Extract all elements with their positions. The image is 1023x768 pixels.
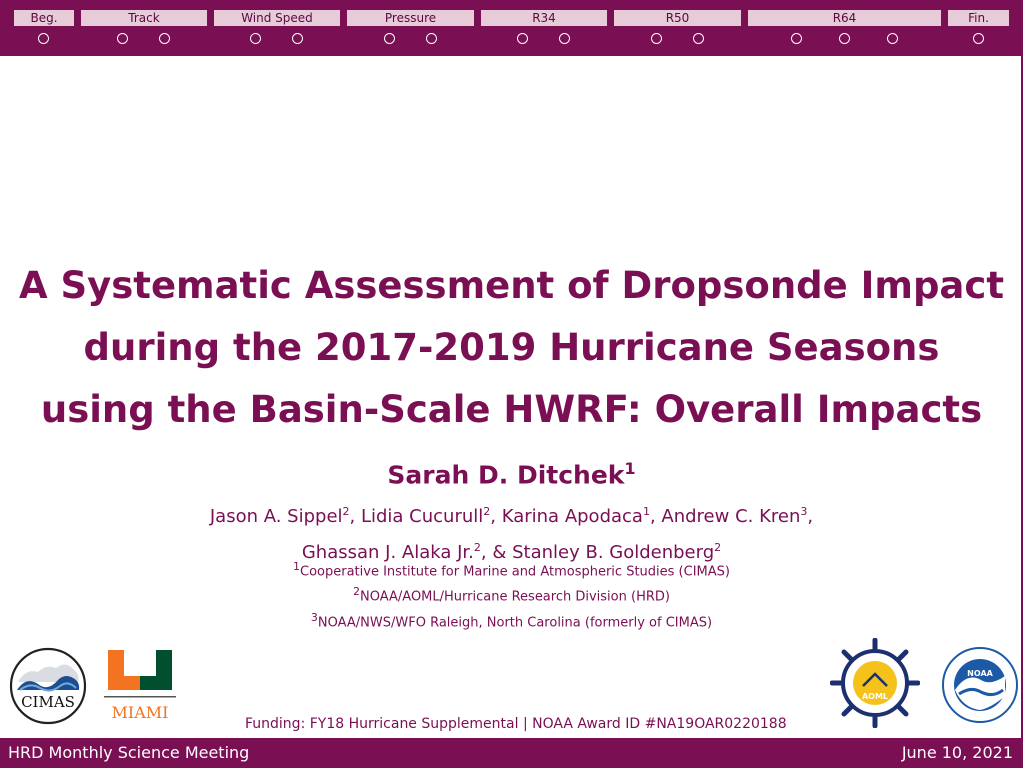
nav-dot-pressure-1[interactable]: [384, 33, 395, 44]
coauthor-name: Andrew C. Kren: [661, 506, 801, 527]
coauthor-name: Lidia Cucurull: [360, 506, 484, 527]
nav-dot-wind-2[interactable]: [292, 33, 303, 44]
affiliation-text: NOAA/AOML/Hurricane Research Division (HRD): [360, 589, 670, 605]
tab-finish[interactable]: Fin.: [948, 10, 1009, 26]
cimas-logo: [8, 646, 88, 726]
tab-track[interactable]: Track: [81, 10, 207, 26]
presenter-affiliation-marker: 1: [624, 459, 636, 478]
affiliation-marker: 1: [642, 505, 650, 518]
aoml-logo: [830, 638, 920, 728]
separator: , &: [480, 542, 513, 563]
affiliation-marker: 2: [473, 541, 481, 554]
noaa-logo-text: NOAA: [967, 669, 993, 678]
nav-dot-r50-2[interactable]: [693, 33, 704, 44]
title-line-3: using the Basin-Scale HWRF: Overall Impacts: [40, 388, 983, 431]
affiliation-1: [0, 557, 1023, 582]
noaa-logo: [941, 646, 1019, 724]
tab-r64[interactable]: R64: [748, 10, 941, 26]
separator: ,: [649, 506, 662, 527]
affiliation-marker: 2: [714, 541, 722, 554]
affiliation-list: [0, 557, 1023, 633]
nav-dot-pressure-2[interactable]: [426, 33, 437, 44]
tab-wind-speed[interactable]: Wind Speed: [214, 10, 340, 26]
nav-dot-r64-3[interactable]: [887, 33, 898, 44]
aoml-logo-text: AOML: [861, 692, 889, 701]
nav-dot-r34-2[interactable]: [559, 33, 570, 44]
miami-logo-text: MIAMI: [111, 703, 169, 722]
affiliation-marker: 2: [342, 505, 350, 518]
nav-dot-track-1[interactable]: [117, 33, 128, 44]
nav-dot-beg[interactable]: [38, 33, 49, 44]
tab-r34[interactable]: R34: [481, 10, 607, 26]
affiliation-3: [0, 608, 1023, 633]
affiliation-marker: 3: [800, 505, 808, 518]
nav-dot-fin[interactable]: [973, 33, 984, 44]
nav-dot-r34-1[interactable]: [517, 33, 528, 44]
separator: ,: [807, 506, 814, 527]
miami-logo: [100, 646, 180, 726]
tab-pressure[interactable]: Pressure: [347, 10, 474, 26]
title-line-1: A Systematic Assessment of Dropsonde Impact: [18, 264, 1005, 307]
nav-dot-track-2[interactable]: [159, 33, 170, 44]
slide-title: [0, 255, 1023, 441]
coauthor-name: Karina Apodaca: [501, 506, 643, 527]
affiliation-number: 2: [353, 585, 361, 599]
nav-dot-r64-2[interactable]: [839, 33, 850, 44]
separator: ,: [349, 506, 361, 527]
nav-dot-r50-1[interactable]: [651, 33, 662, 44]
affiliation-marker: 2: [483, 505, 491, 518]
affiliation-text: Cooperative Institute for Marine and Atmospheric Studies (CIMAS): [300, 564, 730, 580]
tab-beginning[interactable]: Beg.: [14, 10, 74, 26]
nav-dot-wind-1[interactable]: [250, 33, 261, 44]
affiliation-number: 3: [310, 610, 318, 624]
coauthor-name: Jason A. Sippel: [209, 506, 343, 527]
affiliation-number: 1: [293, 560, 301, 573]
coauthor-line-1: [0, 496, 1023, 532]
coauthor-name: Ghassan J. Alaka Jr.: [301, 542, 474, 563]
cimas-logo-text: CIMAS: [21, 693, 75, 711]
footer-bar: [0, 738, 1023, 768]
title-line-2: during the 2017-2019 Hurricane Seasons: [83, 326, 940, 369]
separator: ,: [490, 506, 502, 527]
tab-r50[interactable]: R50: [614, 10, 741, 26]
funding-statement: Funding: FY18 Hurricane Supplemental | NOAA Award ID #NA19OAR0220188: [245, 716, 787, 732]
presenter-name: [0, 452, 1023, 492]
affiliation-2: [0, 582, 1023, 607]
affiliation-text: NOAA/NWS/WFO Raleigh, North Carolina (formerly of CIMAS): [317, 614, 713, 630]
nav-dot-r64-1[interactable]: [791, 33, 802, 44]
meeting-date: June 10, 2021: [901, 743, 1013, 762]
top-navigation-bar: [0, 0, 1023, 56]
coauthor-name: Stanley B. Goldenberg: [512, 542, 715, 563]
presenter: Sarah D. Ditchek: [387, 460, 625, 490]
meeting-name: HRD Monthly Science Meeting: [8, 743, 250, 762]
